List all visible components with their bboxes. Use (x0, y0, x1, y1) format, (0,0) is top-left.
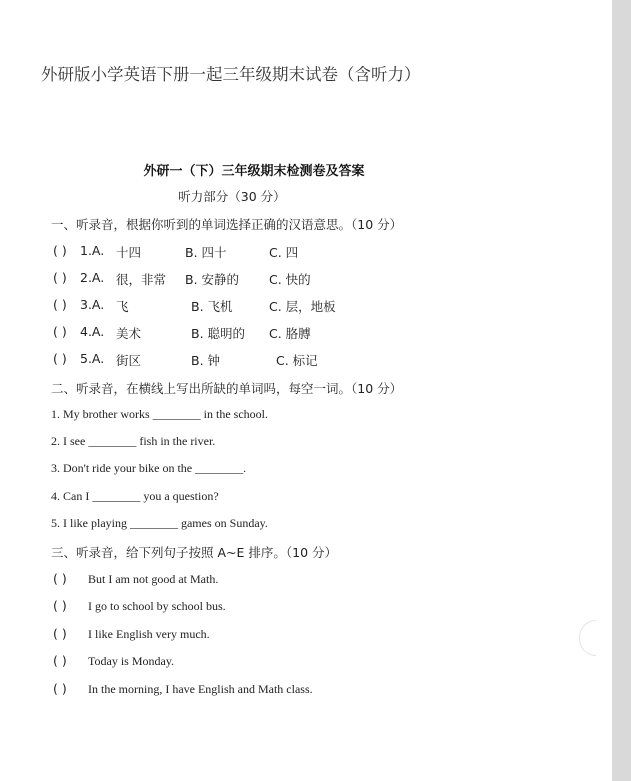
fill-in-sentence: 1. My brother works ________ in the school. (51, 407, 268, 421)
option-number: 5.A. (80, 351, 105, 366)
fill-in-sentence: 4. Can I ________ you a question? (51, 489, 219, 503)
option-number: 2.A. (80, 270, 105, 285)
option-number: 1.A. (80, 243, 105, 258)
option-c: C. 胳膊 (269, 326, 311, 341)
ordering-sentence: In the morning, I have English and Math class. (88, 682, 313, 696)
option-b: B. 钟 (191, 353, 221, 368)
answer-blank: ( ) (53, 681, 67, 696)
answer-blank: ( ) (53, 324, 67, 339)
answer-blank: ( ) (53, 351, 67, 366)
answer-blank: ( ) (53, 626, 67, 641)
fill-in-sentence: 5. I like playing ________ games on Sunday. (51, 516, 268, 530)
option-number: 3.A. (80, 297, 105, 312)
ordering-sentence: But I am not good at Math. (88, 572, 219, 586)
option-c: C. 快的 (269, 272, 311, 287)
answer-blank: ( ) (53, 243, 67, 258)
option-b: B. 聪明的 (191, 326, 246, 341)
section1-title: 一、听录音，根据你听到的单词选择正确的汉语意思。（10 分） (51, 217, 403, 232)
option-b: B. 飞机 (191, 299, 233, 314)
option-a: 美术 (116, 326, 142, 341)
answer-blank: ( ) (53, 270, 67, 285)
scrollbar-track[interactable] (612, 0, 631, 781)
option-c: C. 标记 (276, 353, 318, 368)
fill-in-sentence: 2. I see ________ fish in the river. (51, 434, 216, 448)
option-c: C. 四 (269, 245, 299, 260)
answer-blank: ( ) (53, 653, 67, 668)
section3-title: 三、听录音，给下列句子按照 A~E 排序。（10 分） (51, 545, 337, 560)
option-a: 街区 (116, 353, 142, 368)
option-number: 4.A. (80, 324, 105, 339)
option-a: 很，非常 (116, 272, 167, 287)
section2-title: 二、听录音，在横线上写出所缺的单词吗，每空一词。（10 分） (51, 381, 403, 396)
ordering-sentence: I like English very much. (88, 627, 210, 641)
option-a: 十四 (116, 245, 142, 260)
ordering-sentence: Today is Monday. (88, 654, 175, 668)
option-b: B. 四十 (185, 245, 227, 260)
answer-blank: ( ) (53, 571, 67, 586)
fill-in-sentence: 3. Don't ride your bike on the ________. (51, 461, 247, 475)
exam-heading: 外研一（下）三年级期末检测卷及答案 (143, 164, 365, 179)
document-title: 外研版小学英语下册一起三年级期末试卷（含听力） (41, 65, 421, 84)
option-b: B. 安静的 (185, 272, 240, 287)
answer-blank: ( ) (53, 297, 67, 312)
answer-blank: ( ) (53, 598, 67, 613)
listening-subheading: 听力部分（30 分） (178, 189, 286, 204)
option-c: C. 层，地板 (269, 299, 336, 314)
ordering-sentence: I go to school by school bus. (88, 599, 226, 613)
option-a: 飞 (116, 299, 129, 314)
